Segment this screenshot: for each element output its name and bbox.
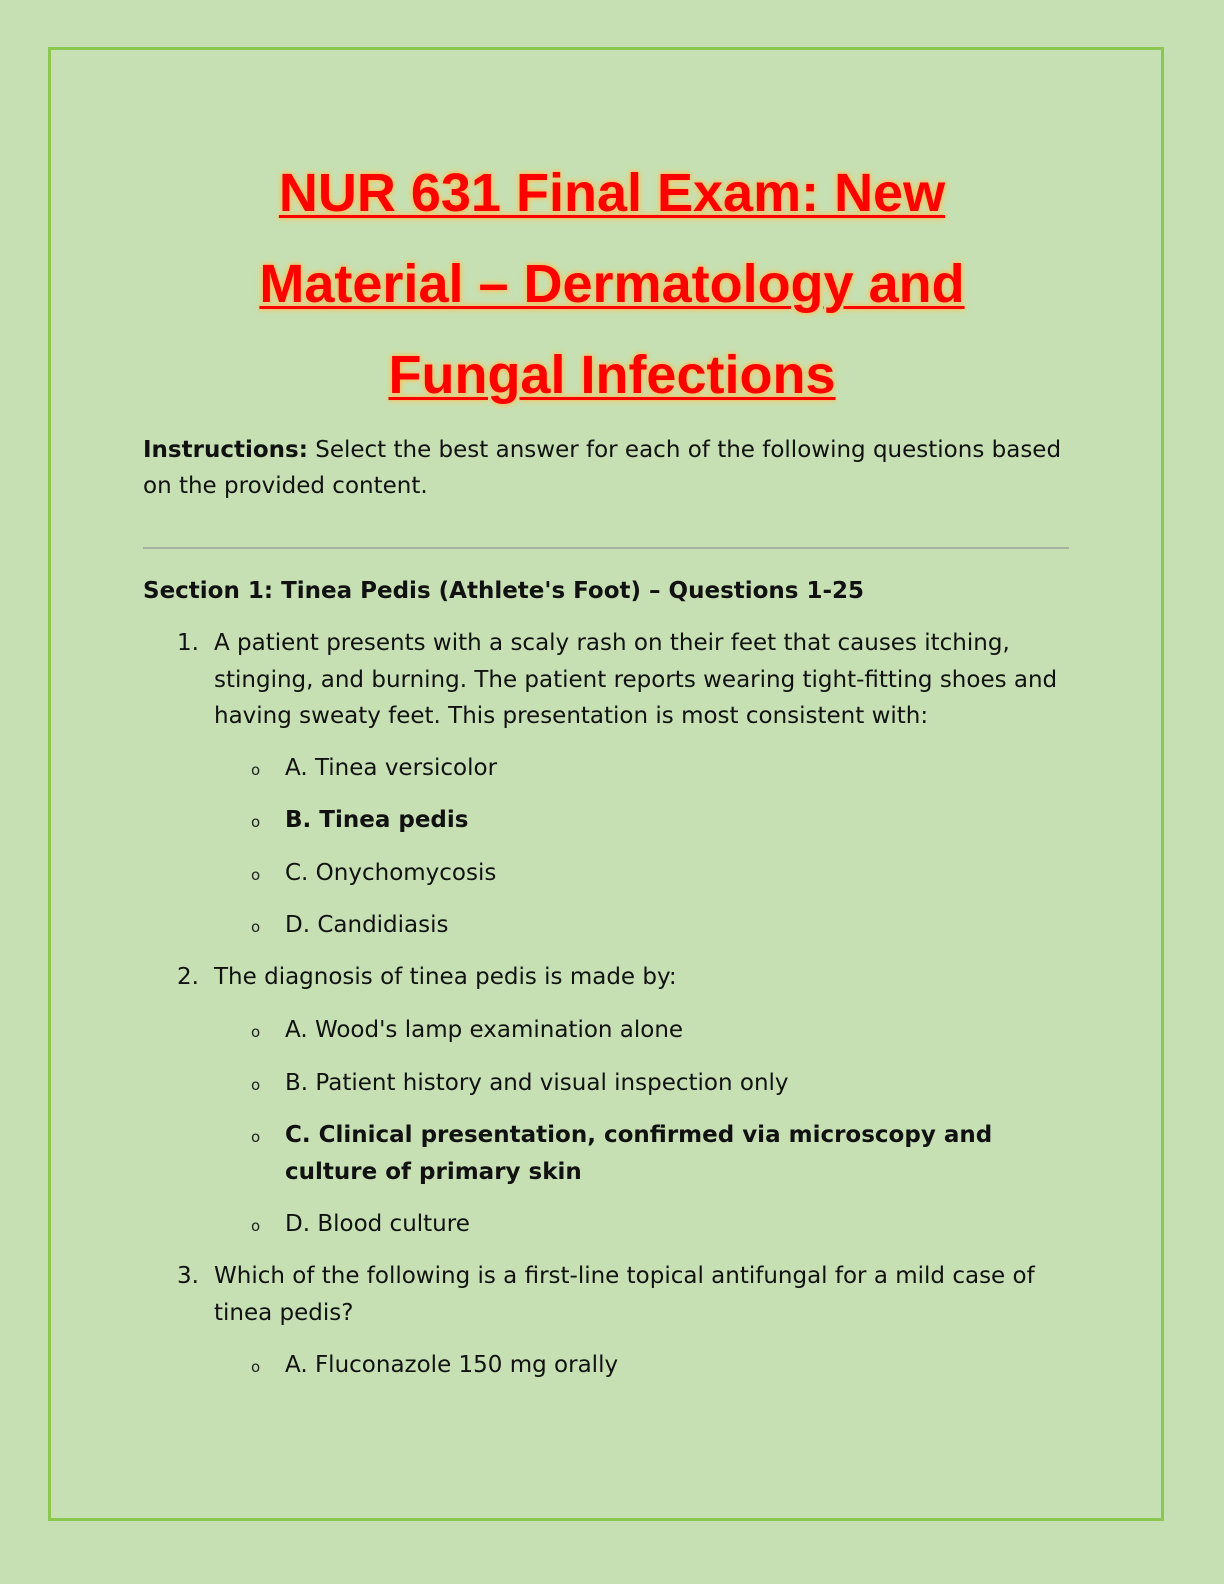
option-text: B. Patient history and visual inspection only	[285, 1070, 789, 1096]
option-text: D. Blood culture	[285, 1211, 470, 1237]
option-text-correct: C. Clinical presentation, confirmed via microscopy and culture of primary skin	[285, 1122, 993, 1185]
instructions-label: Instructions:	[143, 437, 308, 463]
option-text: A. Fluconazole 150 mg orally	[285, 1352, 619, 1378]
option-text: C. Onychomycosis	[285, 860, 497, 886]
question-number: 2.	[177, 964, 199, 990]
question-text: A patient presents with a scaly rash on their feet that causes itching, stinging, and burning. The patient reports wearing tight-fitting shoes and having sweaty feet. This presentation is most consistent with:	[214, 630, 1058, 729]
section-heading: Section 1: Tinea Pedis (Athlete's Foot) – Questions 1-25	[143, 578, 865, 604]
exam-title	[100, 148, 1124, 421]
title-line: NUR 631 Final Exam: New	[278, 163, 946, 223]
title-line: Fungal Infections	[388, 345, 836, 405]
circle-bullet-icon: o	[251, 1217, 261, 1235]
circle-bullet-icon: o	[251, 813, 261, 831]
option-text: A. Tinea versicolor	[285, 755, 498, 781]
question-text: Which of the following is a first-line topical antifungal for a mild case of tinea pedis?	[214, 1263, 1035, 1326]
question-number: 3.	[177, 1263, 199, 1289]
section-divider	[143, 547, 1069, 549]
option-text: A. Wood's lamp examination alone	[285, 1017, 684, 1043]
circle-bullet-icon: o	[251, 1358, 261, 1376]
circle-bullet-icon: o	[251, 1076, 261, 1094]
circle-bullet-icon: o	[251, 918, 261, 936]
question-text: The diagnosis of tinea pedis is made by:	[214, 964, 677, 990]
option-text-correct: B. Tinea pedis	[285, 807, 469, 833]
instructions	[143, 432, 1083, 504]
option-text: D. Candidiasis	[285, 912, 449, 938]
instructions-text: Select the best answer for each of the following questions based on the provided content.	[143, 437, 1062, 499]
question-number: 1.	[177, 630, 199, 656]
circle-bullet-icon: o	[251, 866, 261, 884]
circle-bullet-icon: o	[251, 1023, 261, 1041]
title-line: Material – Dermatology and	[259, 254, 965, 314]
circle-bullet-icon: o	[251, 761, 261, 779]
circle-bullet-icon: o	[251, 1128, 261, 1146]
